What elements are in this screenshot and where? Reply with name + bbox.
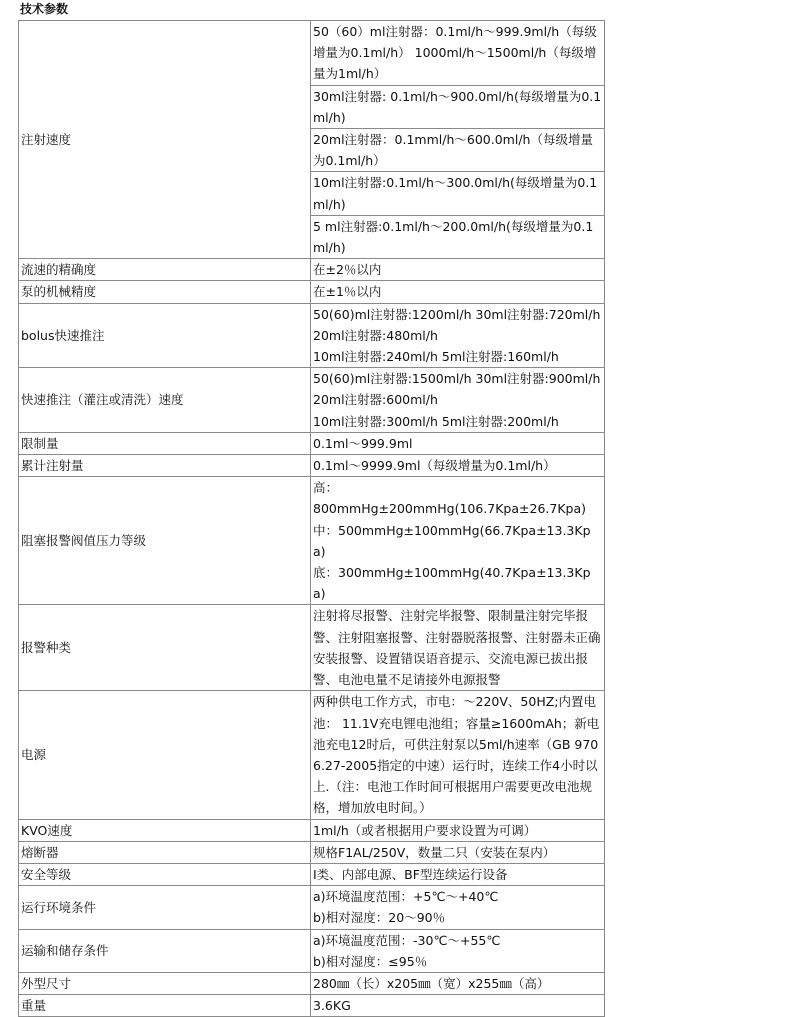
param-label-speed: 注射速度 — [19, 21, 311, 259]
storage-line: b)相对湿度：≤95％ — [313, 953, 428, 969]
param-value-mech: 在±1％以内 — [311, 281, 605, 303]
occlusion-line: 底：300mmHg±100mmHg(40.7Kpa±13.3Kpa) — [313, 565, 591, 602]
table-row — [19, 455, 605, 477]
bolus-line: 20ml注射器:480ml/h — [313, 327, 438, 343]
table-row — [19, 477, 605, 605]
purge-line: 50(60)ml注射器:1500ml/h 30ml注射器:900ml/h — [313, 371, 601, 387]
param-value-speed-5ml: 5 ml注射器:0.1ml/h～200.0ml/h(每级增量为0.1ml/h) — [311, 215, 605, 258]
param-value-speed-20ml: 20ml注射器：0.1mml/h～600.0ml/h（每级增量为0.1ml/h） — [311, 129, 605, 172]
table-row — [19, 432, 605, 454]
param-value-speed-30ml: 30ml注射器: 0.1ml/h～900.0ml/h(每级增量为0.1ml/h) — [311, 85, 605, 128]
param-value-speed-10ml: 10ml注射器:0.1ml/h～300.0ml/h(每级增量为0.1ml/h) — [311, 172, 605, 215]
param-value-limit: 0.1ml～999.9ml — [311, 432, 605, 454]
param-label-operating: 运行环境条件 — [19, 886, 311, 929]
param-value-storage — [311, 929, 605, 972]
param-value-purge — [311, 368, 605, 433]
table-row — [19, 281, 605, 303]
table-row — [19, 841, 605, 863]
table-row — [19, 368, 605, 433]
param-value-alarms: 注射将尽报警、注射完毕报警、限制量注射完毕报警、注射阻塞报警、注射器脱落报警、注射器未正确安装报警、设置错误语音提示、交流电源已拔出报警、电池电量不足请接外电源报警 — [311, 605, 605, 691]
param-label-fuse: 熔断器 — [19, 841, 311, 863]
param-value-weight: 3.6KG — [311, 995, 605, 1017]
table-row — [19, 863, 605, 885]
param-label-purge: 快速推注（灌注或清洗）速度 — [19, 368, 311, 433]
operating-line: a)环境温度范围：+5℃～+40℃ — [313, 889, 499, 905]
occlusion-line: 800mmHg±200mmHg(106.7Kpa±26.7Kpa) — [313, 501, 586, 517]
operating-line: b)相对湿度：20～90％ — [313, 910, 446, 926]
param-label-kvo: KVO速度 — [19, 819, 311, 841]
table-row — [19, 819, 605, 841]
occlusion-line: 中：500mmHg±100mmHg(66.7Kpa±13.3Kpa) — [313, 522, 591, 559]
occlusion-line: 高： — [313, 480, 339, 496]
spec-table — [18, 20, 605, 1017]
param-label-limit: 限制量 — [19, 432, 311, 454]
param-value-kvo: 1ml/h（或者根据用户要求设置为可调） — [311, 819, 605, 841]
table-row — [19, 691, 605, 819]
storage-line: a)环境温度范围：-30℃～+55℃ — [313, 932, 501, 948]
table-row — [19, 303, 605, 368]
param-value-bolus — [311, 303, 605, 368]
param-value-size: 280㎜（长）x205㎜（宽）x255㎜（高） — [311, 972, 605, 994]
param-label-bolus: bolus快速推注 — [19, 303, 311, 368]
param-label-size: 外型尺寸 — [19, 972, 311, 994]
purge-line: 20ml注射器:600ml/h — [313, 392, 438, 408]
section-title: 技术参数 — [20, 2, 69, 16]
table-row — [19, 21, 605, 86]
param-label-safety: 安全等级 — [19, 863, 311, 885]
param-value-operating — [311, 886, 605, 929]
param-label-occlusion: 阻塞报警阀值压力等级 — [19, 477, 311, 605]
table-row — [19, 929, 605, 972]
param-value-cumulative: 0.1ml～9999.9ml（每级增量为0.1ml/h） — [311, 455, 605, 477]
table-row — [19, 995, 605, 1017]
param-label-power: 电源 — [19, 691, 311, 819]
param-label-cumulative: 累计注射量 — [19, 455, 311, 477]
table-row — [19, 972, 605, 994]
param-label-weight: 重量 — [19, 995, 311, 1017]
table-row — [19, 886, 605, 929]
param-label-accuracy: 流速的精确度 — [19, 259, 311, 281]
bolus-line: 10ml注射器:240ml/h 5ml注射器:160ml/h — [313, 349, 559, 365]
param-value-fuse: 规格F1AL/250V，数量二只（安装在泵内） — [311, 841, 605, 863]
purge-line: 10ml注射器:300ml/h 5ml注射器:200ml/h — [313, 413, 559, 429]
param-label-mech: 泵的机械精度 — [19, 281, 311, 303]
param-label-storage: 运输和储存条件 — [19, 929, 311, 972]
bolus-line: 50(60)ml注射器:1200ml/h 30ml注射器:720ml/h — [313, 306, 601, 322]
param-label-alarms: 报警种类 — [19, 605, 311, 691]
param-value-occlusion — [311, 477, 605, 605]
param-value-accuracy: 在±2％以内 — [311, 259, 605, 281]
table-row — [19, 259, 605, 281]
param-value-speed-50ml: 50（60）ml注射器：0.1ml/h～999.9ml/h（每级增量为0.1ml/h） 1000ml/h～1500ml/h（每级增量为1ml/h） — [311, 21, 605, 86]
param-value-power: 两种供电工作方式，市电：～220V、50HZ;内置电池： 11.1V充电锂电池组；容量≥1600mAh；新电池充电12时后，可供注射泵以5ml/h速率（GB 9706.27-2005指定的中速）运行时，连续工作4小时以上.（注：电池工作时间可根据用户需要更改电池规格，增加放电时间。） — [311, 691, 605, 819]
param-value-safety: I类、内部电源、BF型连续运行设备 — [311, 863, 605, 885]
table-row — [19, 605, 605, 691]
